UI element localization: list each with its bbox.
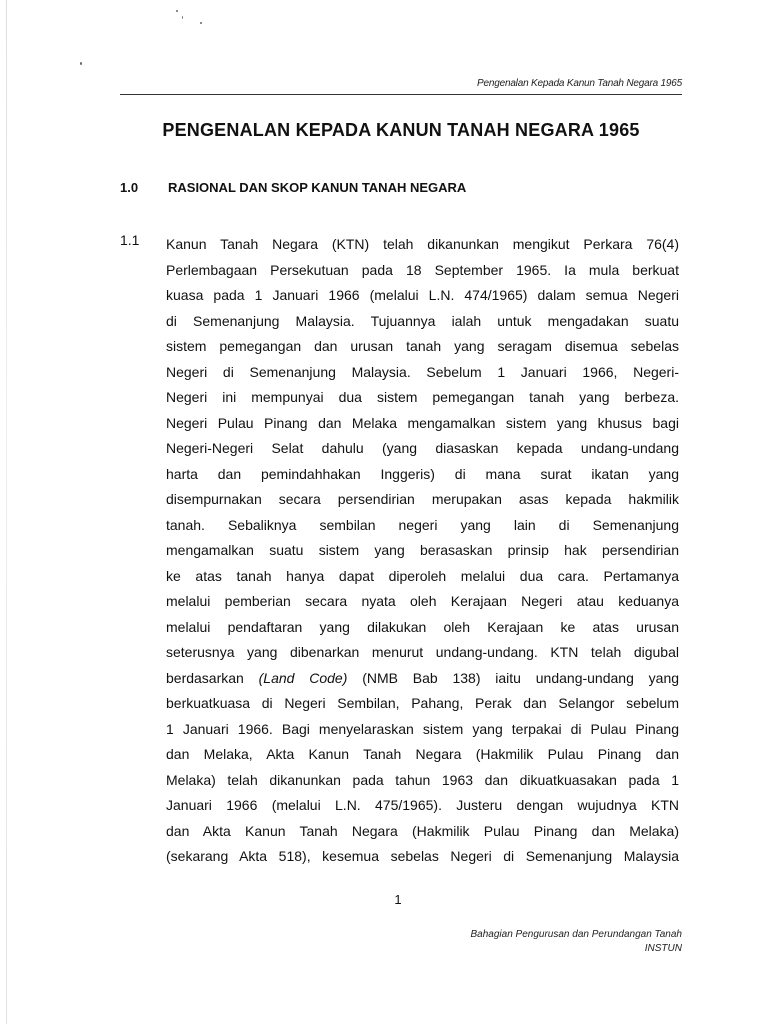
scan-speck [200, 22, 202, 24]
page-number: 1 [394, 892, 402, 907]
paragraph-line: dan Melaka, Akta Kanun Tanah Negara (Hakmilik Pulau Pinang dan [166, 746, 679, 762]
paragraph-line: Kanun Tanah Negara (KTN) telah dikanunkan mengikut Perkara 76(4) [166, 236, 679, 252]
paragraph-line: Negeri Pulau Pinang dan Melaka mengamalkan sistem yang khusus bagi [166, 414, 679, 431]
paragraph-line: Negeri di Semenanjung Malaysia. Sebelum 1 Januari 1966, Negeri- [166, 363, 679, 380]
page-footer [420, 928, 682, 956]
line-segment: berdasarkan [166, 669, 244, 686]
paragraph-body [166, 232, 679, 870]
scan-speck [176, 10, 178, 12]
scan-speck [182, 16, 183, 19]
paragraph-line: disempurnakan secara persendirian merupakan asas kepada hakmilik [166, 491, 679, 507]
header-rule [120, 94, 682, 95]
scan-edge [6, 0, 7, 1024]
section-number: 1.0 [120, 180, 139, 195]
land-code-term: (Land Code) [258, 669, 348, 686]
paragraph-line: mengamalkan suatu sistem yang berasaskan prinsip hak persendirian [166, 542, 679, 558]
running-header: Pengenalan Kepada Kanun Tanah Negara 1965 [477, 78, 682, 89]
footer-department: Bahagian Pengurusan dan Perundangan Tanah [470, 929, 682, 940]
section-title: RASIONAL DAN SKOP KANUN TANAH NEGARA [168, 180, 467, 195]
paragraph-line: Perlembagaan Persekutuan pada 18 September 1965. Ia mula berkuat [166, 261, 679, 278]
paragraph-line: (sekarang Akta 518), kesemua sebelas Negeri di Semenanjung Malaysia [166, 848, 679, 864]
paragraph-line: dan Akta Kanun Tanah Negara (Hakmilik Pulau Pinang dan Melaka) [166, 822, 679, 839]
page-title: PENGENALAN KEPADA KANUN TANAH NEGARA 1965 [162, 120, 640, 140]
paragraph-number: 1.1 [120, 232, 140, 248]
line-segment: (NMB Bab 138) iaitu undang-undang yang [347, 669, 680, 686]
paragraph-line: harta dan pemindahhakan Inggeris) di mana surat ikatan yang [166, 465, 679, 482]
paragraph-line: sistem pemegangan dan urusan tanah yang seragam disemua sebelas [166, 338, 679, 354]
paragraph-line: melalui pendaftaran yang dilakukan oleh Kerajaan ke atas urusan [166, 618, 679, 635]
paragraph-line: Januari 1966 (melalui L.N. 475/1965). Justeru dengan wujudnya KTN [166, 797, 679, 813]
paragraph-line: berkuatkuasa di Negeri Sembilan, Pahang, Perak dan Selangor sebelum [166, 695, 679, 711]
footer-institute: INSTUN [644, 943, 682, 954]
paragraph-line: 1 Januari 1966. Bagi menyelaraskan sistem yang terpakai di Pulau Pinang [166, 720, 679, 737]
paragraph-line: di Semenanjung Malaysia. Tujuannya ialah untuk mengadakan suatu [166, 312, 679, 329]
scan-speck [80, 62, 82, 65]
paragraph-line: seterusnya yang dibenarkan menurut undang-undang. KTN telah digubal [166, 644, 679, 660]
paragraph-line: Negeri ini mempunyai dua sistem pemegangan tanah yang berbeza. [166, 389, 679, 405]
paragraph-line: Negeri-Negeri Selat dahulu (yang diasaskan kepada undang-undang [166, 440, 679, 456]
paragraph-line: tanah. Sebaliknya sembilan negeri yang lain di Semenanjung [166, 516, 679, 533]
paragraph-line: Melaka) telah dikanunkan pada tahun 1963 dan dikuatkuasakan pada 1 [166, 771, 679, 788]
paragraph-line-mixed [166, 666, 679, 692]
paragraph-line: melalui pemberian secara nyata oleh Kerajaan Negeri atau keduanya [166, 593, 679, 609]
paragraph-line: ke atas tanah hanya dapat diperoleh melalui dua cara. Pertamanya [166, 567, 679, 584]
paragraph-line: kuasa pada 1 Januari 1966 (melalui L.N. 474/1965) dalam semua Negeri [166, 287, 679, 303]
